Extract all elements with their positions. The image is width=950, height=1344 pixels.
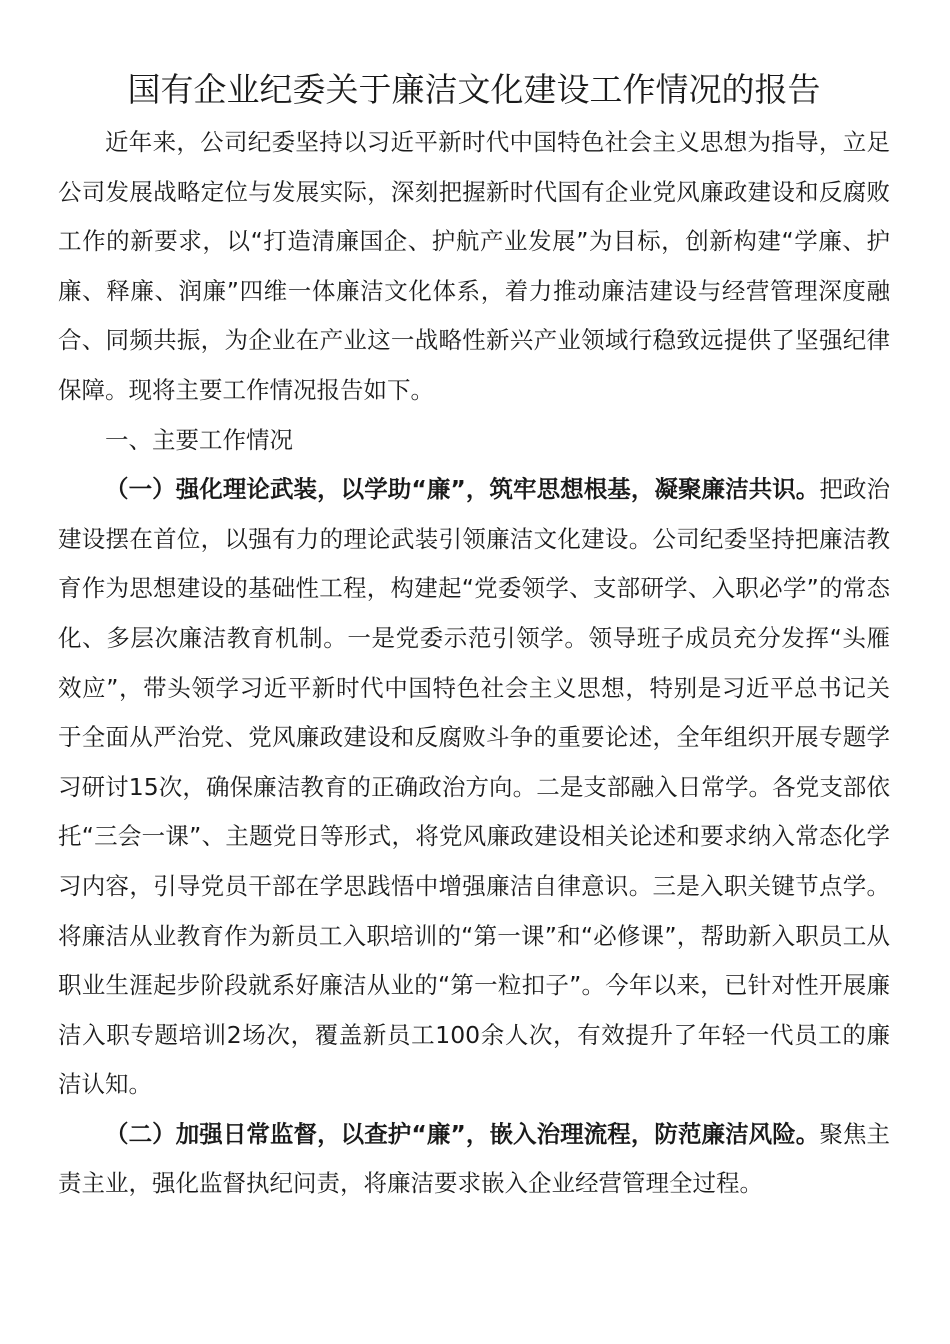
subsection-2-heading: （二）加强日常监督，以查护“廉”，嵌入治理流程，防范廉洁风险。 [105, 1119, 820, 1148]
intro-paragraph: 近年来，公司纪委坚持以习近平新时代中国特色社会主义思想为指导，立足公司发展战略定位与发展实际，深刻把握新时代国有企业党风廉政建设和反腐败工作的新要求，以“打造清廉国企、护航产业发展”为目标，创新构建“学廉、护廉、释廉、润廉”四维一体廉洁文化体系，着力推动廉洁建设与经营管理深度融合、同频共振，为企业在产业这一战略性新兴产业领域行稳致远提供了坚强纪律保障。现将主要工作情况报告如下。 [58, 128, 890, 404]
subsection-2-body: 聚焦主责主业，强化监督执纪问责，将廉洁要求嵌入企业经营管理全过程。 [58, 1119, 891, 1198]
subsection-1-paragraph [58, 465, 890, 1110]
document-title: 国有企业纪委关于廉洁文化建设工作情况的报告 [127, 70, 821, 109]
subsection-1-heading: （一）强化理论武装，以学助“廉”，筑牢思想根基，凝聚廉洁共识。 [105, 475, 820, 504]
subsection-1-body: 把政治建设摆在首位，以强有力的理论武装引领廉洁文化建设。公司纪委坚持把廉洁教育作为思想建设的基础性工程，构建起“党委领学、支部研学、入职必学”的常态化、多层次廉洁教育机制。一是党委示范引领学。领导班子成员充分发挥“头雁效应”，带头领学习近平新时代中国特色社会主义思想，特别是习近平总书记关于全面从严治党、党风廉政建设和反腐败斗争的重要论述，全年组织开展专题学习研讨15次，确保廉洁教育的正确政治方向。二是支部融入日常学。各党支部依托“三会一课”、主题党日等形式，将党风廉政建设相关论述和要求纳入常态化学习内容，引导党员干部在学思践悟中增强廉洁自律意识。三是入职关键节点学。将廉洁从业教育作为新员工入职培训的“第一课”和“必修课”，帮助新入职员工从职业生涯起步阶段就系好廉洁从业的“第一粒扣子”。今年以来，已针对性开展廉洁入职专题培训2场次，覆盖新员工100余人次，有效提升了年轻一代员工的廉洁认知。 [58, 475, 891, 1099]
subsection-2-paragraph [58, 1110, 890, 1209]
section-heading: 一、主要工作情况 [105, 425, 293, 454]
